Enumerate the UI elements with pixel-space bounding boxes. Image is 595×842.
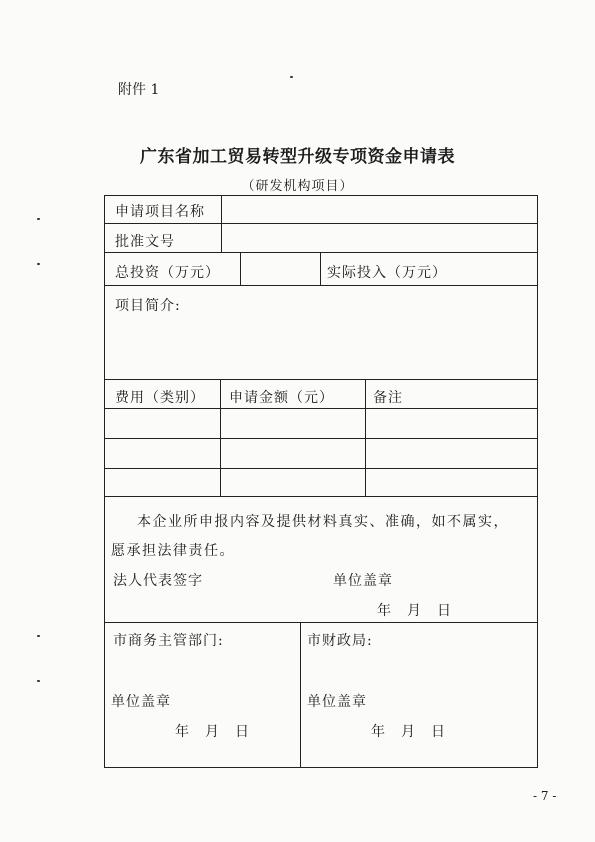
legal-rep-signature-label: 法人代表签字 <box>113 573 203 589</box>
col-divider <box>220 379 221 496</box>
approval-no-label: 批准文号 <box>115 234 175 250</box>
page-number: - 7 - <box>533 789 557 803</box>
row-divider <box>105 496 537 497</box>
project-intro-label: 项目简介: <box>115 298 181 314</box>
form-title: 广东省加工贸易转型升级专项资金申请表 <box>140 147 455 167</box>
col-divider <box>365 379 366 496</box>
scan-speck <box>37 218 40 220</box>
requested-amount-header: 申请金额（元） <box>229 390 334 406</box>
col-divider <box>300 622 301 768</box>
declaration-date: 年 月 日 <box>377 603 452 619</box>
form-subtitle: （研发机构项目） <box>241 179 354 194</box>
col-divider <box>221 196 222 252</box>
attachment-label: 附件 1 <box>118 82 160 98</box>
company-seal-label: 单位盖章 <box>333 573 393 589</box>
col-divider <box>320 252 321 285</box>
row-divider <box>105 408 537 409</box>
row-divider <box>105 285 537 286</box>
scan-speck <box>37 680 40 682</box>
actual-investment-label: 实际投入（万元） <box>327 265 447 281</box>
col-divider <box>240 252 241 285</box>
finance-date: 年 月 日 <box>371 724 446 740</box>
finance-seal-label: 单位盖章 <box>307 694 367 710</box>
project-name-label: 申请项目名称 <box>115 204 205 220</box>
commerce-seal-label: 单位盖章 <box>111 694 171 710</box>
scan-speck <box>290 76 293 78</box>
scan-speck <box>37 263 40 265</box>
row-divider <box>105 252 537 253</box>
application-form-table <box>104 195 538 768</box>
remarks-header: 备注 <box>373 390 403 406</box>
commerce-date: 年 月 日 <box>175 724 250 740</box>
row-divider <box>105 379 537 380</box>
cost-category-header: 费用（类别） <box>115 390 205 406</box>
commerce-dept-label: 市商务主管部门: <box>113 633 224 649</box>
row-divider <box>105 223 537 224</box>
total-investment-label: 总投资（万元） <box>115 265 220 281</box>
declaration-text: 本企业所申报内容及提供材料真实、准确，如不属实， <box>137 514 509 530</box>
scan-speck <box>37 635 40 637</box>
row-divider <box>105 622 537 623</box>
declaration-text-cont: 愿承担法律责任。 <box>111 543 235 559</box>
row-divider <box>105 468 537 469</box>
row-divider <box>105 438 537 439</box>
finance-bureau-label: 市财政局: <box>307 633 373 649</box>
